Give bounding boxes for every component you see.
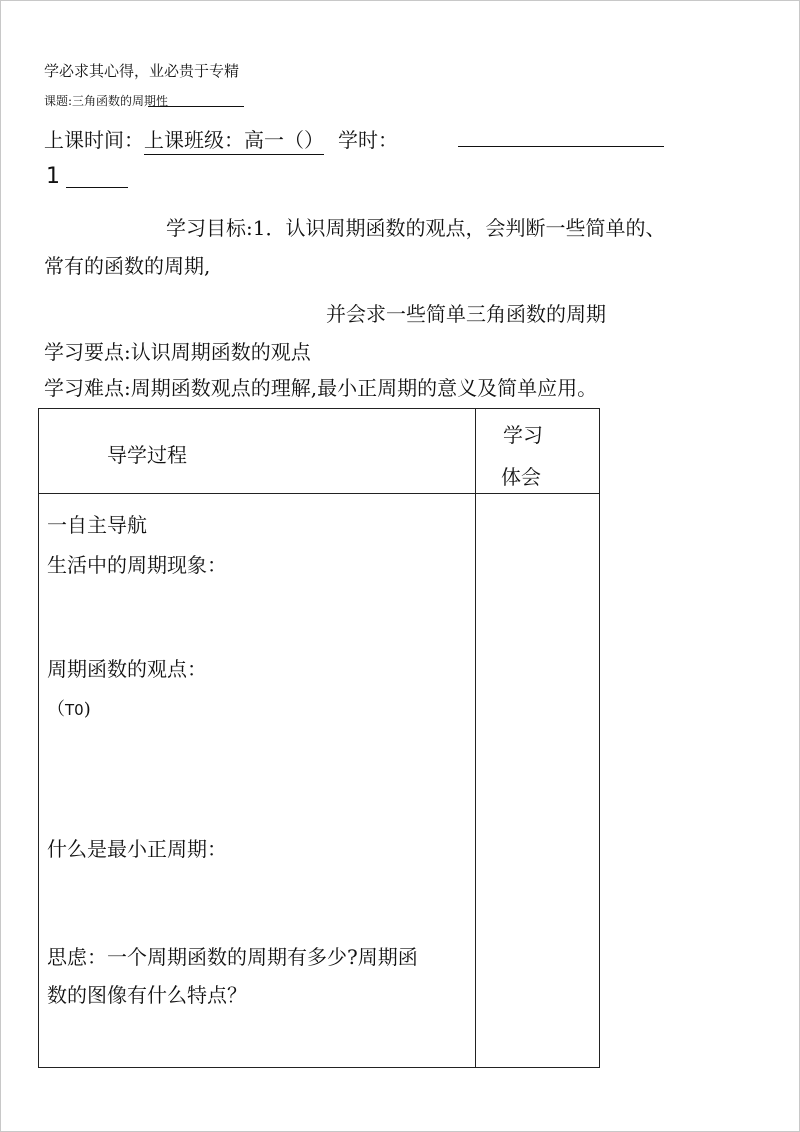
section-self-navigation: 一自主导航 — [47, 513, 147, 537]
header-guided-process: 导学过程 — [107, 443, 187, 467]
objective-line-2: 常有的函数的周期, — [44, 254, 211, 278]
think-question-line-1: 思虑：一个周期函数的周期有多少?周期函 — [47, 945, 418, 969]
t0-condition — [47, 695, 91, 721]
hours-label: 学时： — [338, 128, 398, 152]
table-column-divider — [475, 409, 476, 1067]
paren-open: （ — [47, 699, 65, 720]
class-info-line — [44, 124, 398, 155]
study-table — [38, 408, 600, 1068]
blank-line — [458, 146, 664, 147]
header-study: 学习 — [503, 423, 543, 447]
header-motto: 学必求其心得，业必贵于专精 — [44, 62, 240, 80]
table-header-divider — [39, 493, 599, 494]
class-label: 上课班级：高一（） — [144, 124, 324, 155]
min-positive-period-prompt: 什么是最小正周期： — [47, 837, 227, 861]
paren-close: ) — [83, 699, 91, 720]
header-reflection: 体会 — [501, 465, 541, 489]
topic-underline — [148, 106, 244, 107]
think-question-line-2: 数的图像有什么特点？ — [47, 983, 247, 1007]
periodic-function-concept-prompt: 周期函数的观点： — [47, 657, 207, 681]
key-point: 学习要点:认识周期函数的观点 — [44, 340, 311, 364]
time-label: 上课时间： — [44, 128, 144, 152]
objective-line-3: 并会求一些简单三角函数的周期 — [326, 302, 606, 326]
difficulty: 学习难点:周期函数观点的理解,最小正周期的意义及简单应用。 — [44, 376, 598, 400]
objective-line-1: 学习目标:1．认识周期函数的观点，会判断一些简单的、 — [166, 216, 666, 240]
hours-value: 1 — [46, 164, 60, 189]
t0-symbol: T0 — [65, 701, 84, 719]
hours-underline — [66, 187, 128, 188]
lesson-topic: 课题:三角函数的周期性 — [44, 94, 169, 108]
periodic-phenomena-prompt: 生活中的周期现象： — [47, 553, 227, 577]
